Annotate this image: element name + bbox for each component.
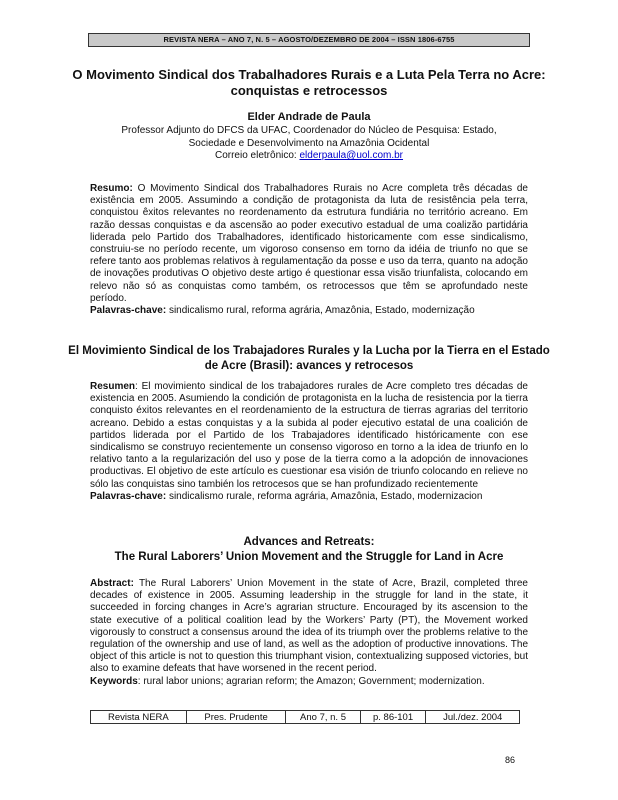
citation-volume: Ano 7, n. 5 <box>286 711 360 724</box>
email-label: Correio eletrônico: <box>214 150 300 161</box>
email-line <box>60 150 558 163</box>
keywords-es-text: sindicalismo rurale, reforma agrária, Amazônia, Estado, modernizacion <box>166 490 483 502</box>
keywords-en-label: Keywords <box>90 675 138 687</box>
author-name: Elder Andrade de Paula <box>247 111 371 123</box>
keywords-en <box>90 676 528 688</box>
abstract-pt-label: Resumo: <box>90 183 133 194</box>
abstract-en-body <box>90 578 528 676</box>
abstract-en-label: Abstract: <box>90 578 134 589</box>
keywords-pt-label: Palavras-chave: <box>90 305 167 317</box>
english-title <box>60 535 558 564</box>
journal-header: REVISTA NERA – ANO 7, N. 5 – AGOSTO/DEZEMBRO DE 2004 – ISSN 1806-6755 <box>88 33 530 47</box>
citation-date: Jul./dez. 2004 <box>426 711 520 724</box>
article-title: O Movimento Sindical dos Trabalhadores Rurais e a Luta Pela Terra no Acre: conquistas e retrocessos <box>72 67 546 98</box>
abstract-en-text: The Rural Laborers’ Union Movement in the state of Acre, Brazil, completed three decades of existence in 2005. Assuming leadership in the struggle for land in the state, it succeeded in forcing changes in Acre’s agrarian structure. Encouraged by its ascension to the state executive of a political coalition lead by the Workers’ Party (PT), the Movement worked vigorously to construct a consensus around the idea of its triumph over the problems relative to the regulation of the ownership and use of land, as well as the adoption of productive innovations. The object of this article is not to question this triumphant vision, contextualizing supposed victories, but also to examine defeats that have worsened in the recent period. <box>90 578 528 675</box>
affiliation-line-1: Professor Adjunto do DFCS da UFAC, Coordenador do Núcleo de Pesquisa: Estado, <box>121 125 497 136</box>
affiliation-line-2: Sociedade e Desenvolvimento na Amazônia Ocidental <box>188 137 430 149</box>
keywords-es-label: Palavras-chave: <box>90 490 167 502</box>
page-number: 86 <box>505 755 516 765</box>
citation-table <box>90 710 520 724</box>
citation-pages: p. 86-101 <box>360 711 426 724</box>
keywords-es <box>90 491 528 503</box>
author-affiliation <box>60 125 558 163</box>
abstract-spanish <box>90 381 528 503</box>
keywords-en-text: : rural labor unions; agrarian reform; the Amazon; Government; modernization. <box>137 675 485 687</box>
keywords-pt-text: sindicalismo rural, reforma agrária, Amazônia, Estado, modernização <box>166 305 475 317</box>
abstract-es-body <box>90 381 528 491</box>
citation-place: Pres. Prudente <box>186 711 286 724</box>
citation-row <box>91 711 520 724</box>
abstract-es-label: Resumen <box>90 381 136 392</box>
email-link[interactable]: elderpaula@uol.com.br <box>299 150 404 161</box>
spanish-title: El Movimiento Sindical de los Trabajadores Rurales y la Lucha por la Tierra en el Estado de Acre (Brasil): avances y retrocesos <box>68 345 550 372</box>
citation-journal: Revista NERA <box>91 711 187 724</box>
english-title-line-1: Advances and Retreats: <box>243 536 375 548</box>
abstract-es-text: : El movimiento sindical de los trabajadores rurales de Acre completo tres décadas de existencia en 2005. Asumiendo la condición de protagonista en la lucha de resistencia por la tierra conquisto éxitos relevantes en el reordenamiento de la estructura de tierras agrarias del territorio acreano. Debido a estas conquistas y a la subida al poder ejecutivo estatal de una coalición de partidos liderada por el Partido de los Trabajadores identificado históricamente con ese sindicalismo se construyo recientemente un consenso vigoroso en torno a la idea de triunfo en lo relativo tanto a la regularización del uso y pose de la tierra como a la adopción de innovaciones productivas. El objetivo de este artículo es cuestionar esa visión de triunfo colocando en relieve no sólo las conquistas sino también los retrocesos que se han profundizado recientemente <box>90 381 528 490</box>
abstract-portuguese <box>90 183 528 317</box>
english-title-line-2: The Rural Laborers’ Union Movement and the Struggle for Land in Acre <box>114 550 504 563</box>
abstract-pt-body <box>90 183 528 305</box>
abstract-english <box>90 578 528 688</box>
abstract-pt-text: O Movimento Sindical dos Trabalhadores Rurais no Acre completa três décadas de existência em 2005. Assumindo a condição de protagonista da luta de resistência pela terra, conquistou êxitos relevantes no reordenamento da estrutura fundiária no território acreano. Em razão dessas conquistas e da ascensão ao poder executivo estadual de uma coalizão partidária liderada pelo Partido dos Trabalhadores, identificado historicamente com esse sindicalismo, construiu-se no período recente, um vigoroso consenso em torno da idéia de triunfo no que se refere tanto aos problemas relativos à regulamentação da posse e uso da terra, quanto na adoção de inovações produtivas O objetivo deste artigo é questionar essa visão triunfalista, colocando em relevo não só as conquistas como também, os retrocessos que têm se aprofundado neste período. <box>90 183 528 304</box>
keywords-pt <box>90 305 528 317</box>
